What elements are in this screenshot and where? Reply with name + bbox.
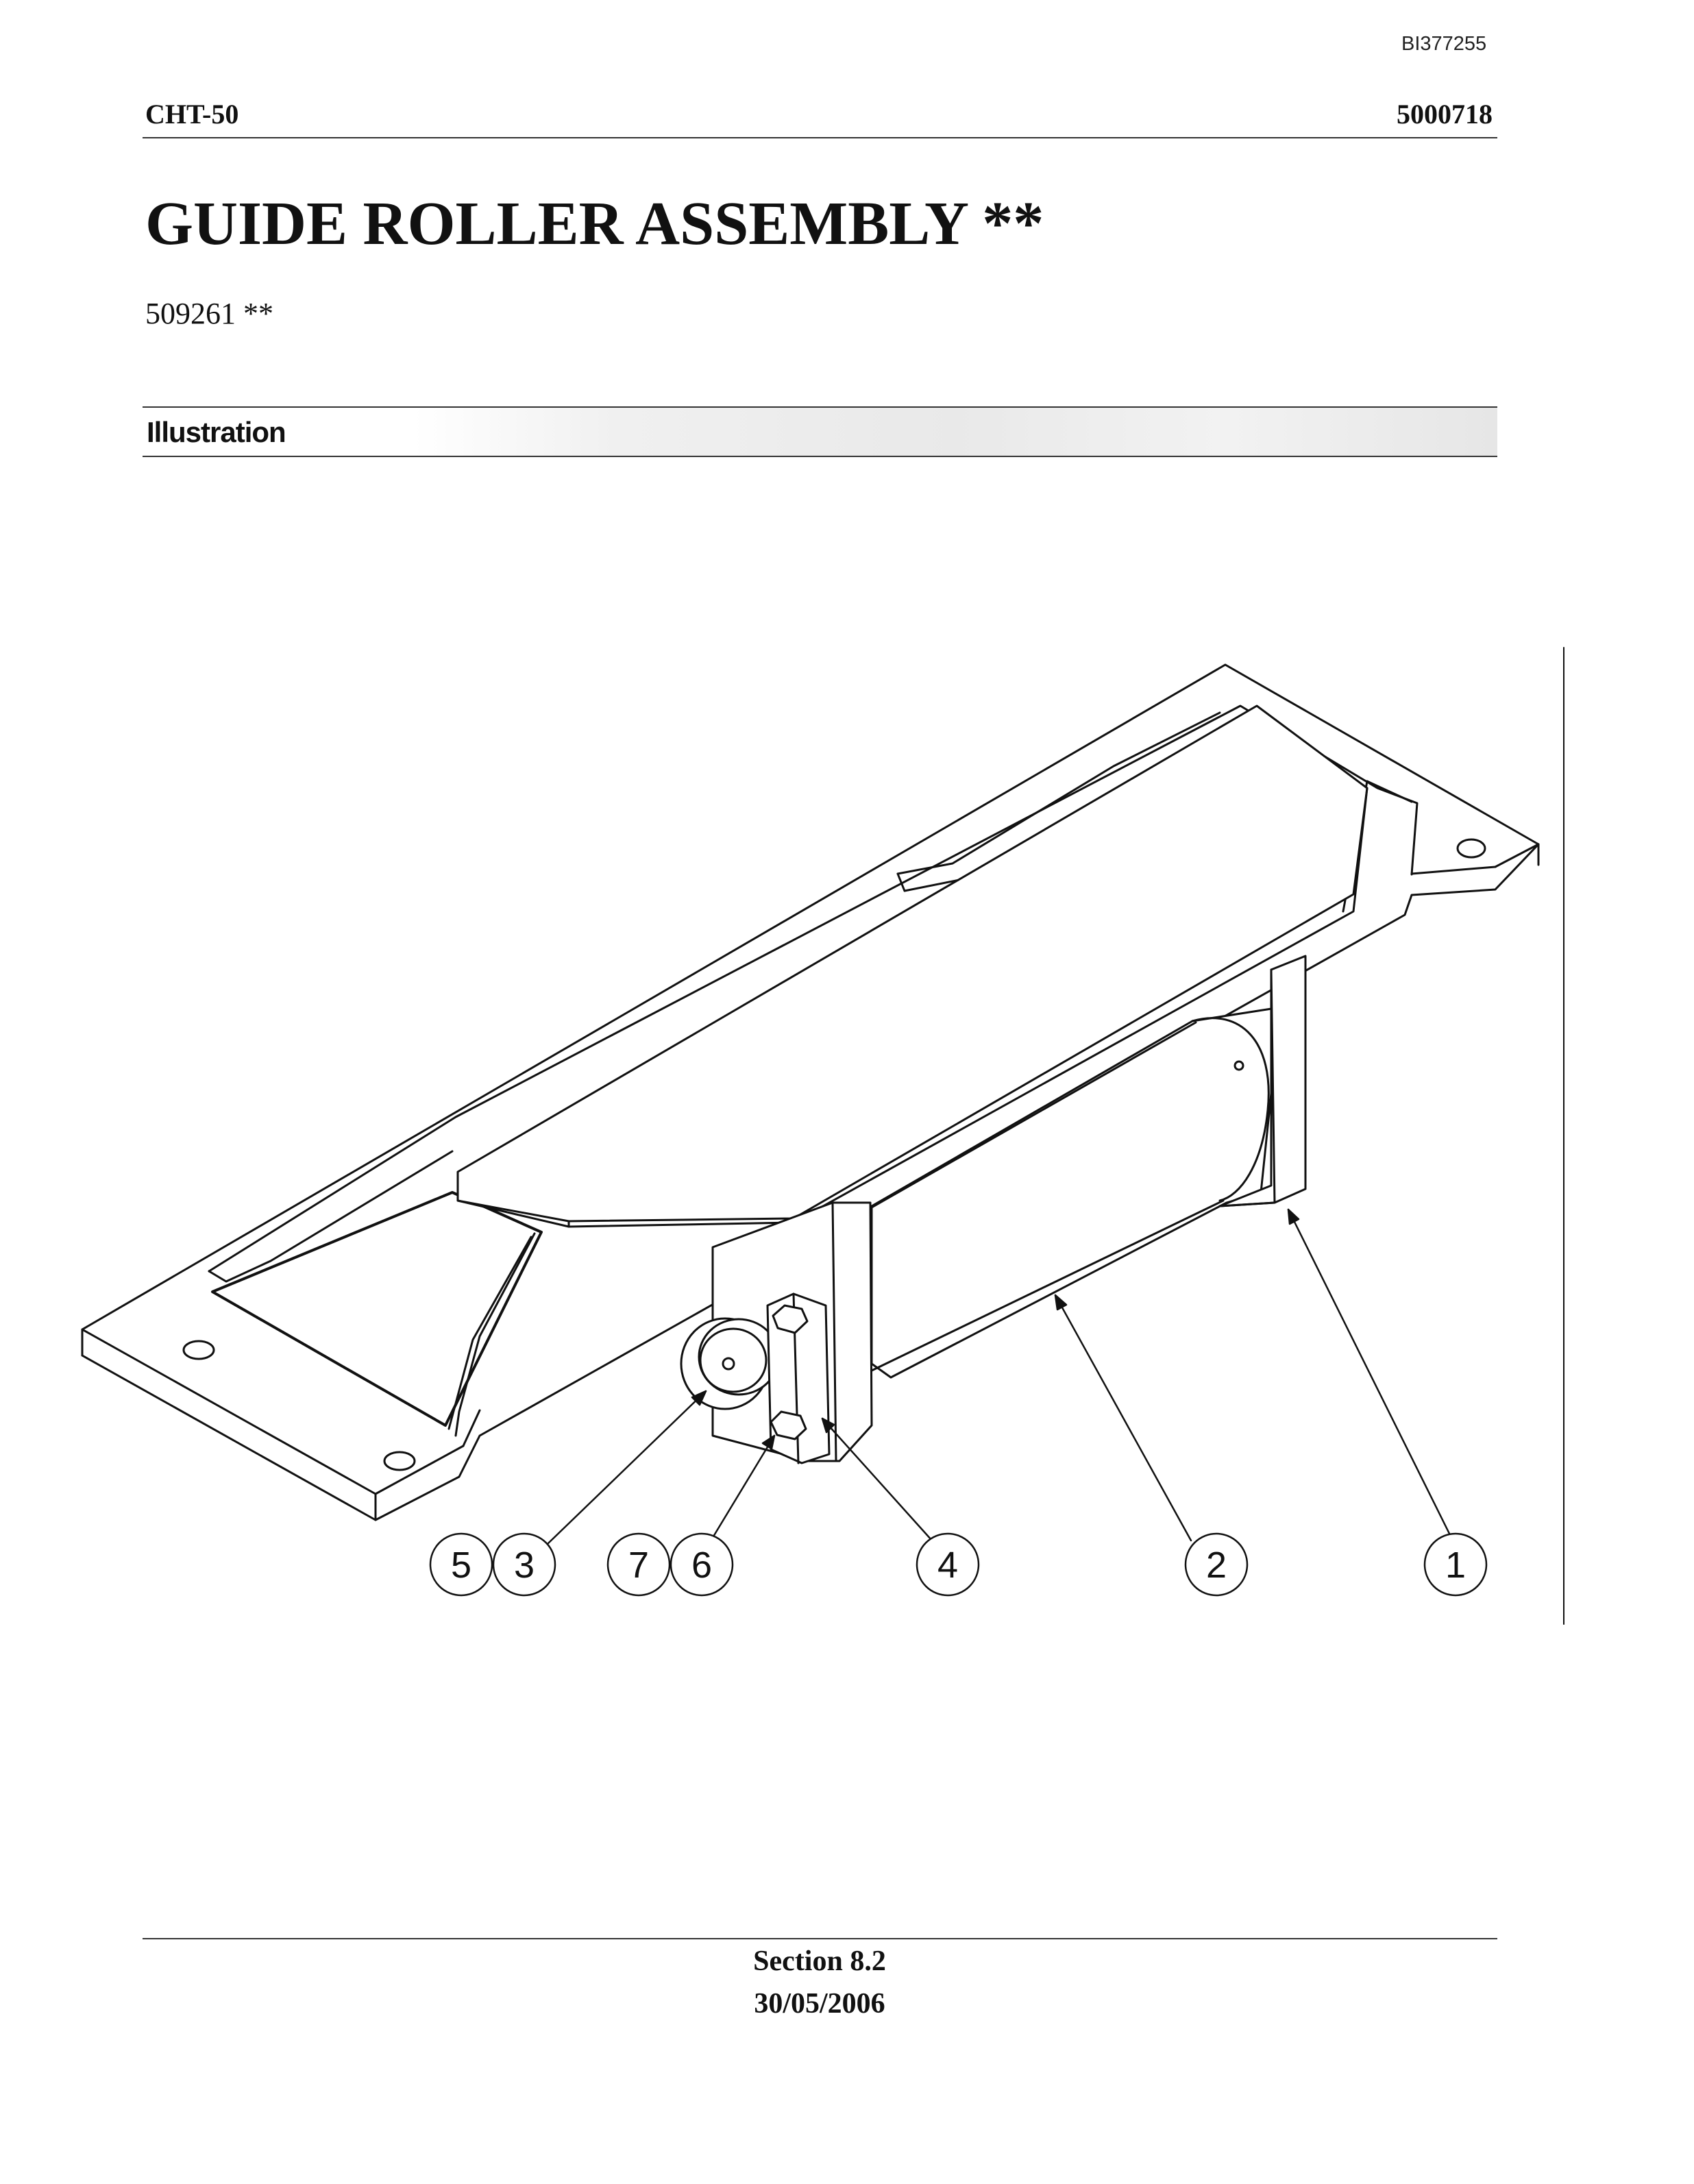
- callout-label: 3: [513, 1545, 535, 1586]
- section-header-band: [143, 406, 1497, 457]
- callout-2: [1186, 1534, 1247, 1595]
- footer-date: 30/05/2006: [754, 1988, 885, 2020]
- part-number: 5000718: [1397, 99, 1493, 130]
- header-rule: [143, 137, 1497, 138]
- callout-label: 5: [450, 1545, 472, 1586]
- bolt-bottom: [771, 1412, 806, 1439]
- footer-rule: [143, 1938, 1497, 1939]
- model-label: CHT-50: [145, 99, 239, 130]
- callout-label: 1: [1445, 1545, 1466, 1586]
- document-id: BI377255: [1401, 33, 1487, 55]
- callout-label: 2: [1205, 1545, 1227, 1586]
- callout-1: [1425, 1534, 1486, 1595]
- page-title: GUIDE ROLLER ASSEMBLY **: [145, 190, 1044, 258]
- callout-label: 4: [937, 1545, 959, 1586]
- callout-label: 6: [691, 1545, 713, 1586]
- assembly-number: 509261 **: [145, 297, 273, 330]
- callout-7: [608, 1534, 670, 1595]
- assembly-illustration: [41, 630, 1576, 1638]
- footer-section: Section 8.2: [753, 1946, 886, 1977]
- section-heading: Illustration: [147, 416, 286, 448]
- callout-5: [430, 1534, 492, 1595]
- callout-4: [917, 1534, 979, 1595]
- callout-label: 7: [628, 1545, 650, 1586]
- shaft-end: [699, 1319, 778, 1395]
- callout-6: [671, 1534, 733, 1595]
- callout-3: [493, 1534, 555, 1595]
- callout-balloons: [430, 1534, 1486, 1595]
